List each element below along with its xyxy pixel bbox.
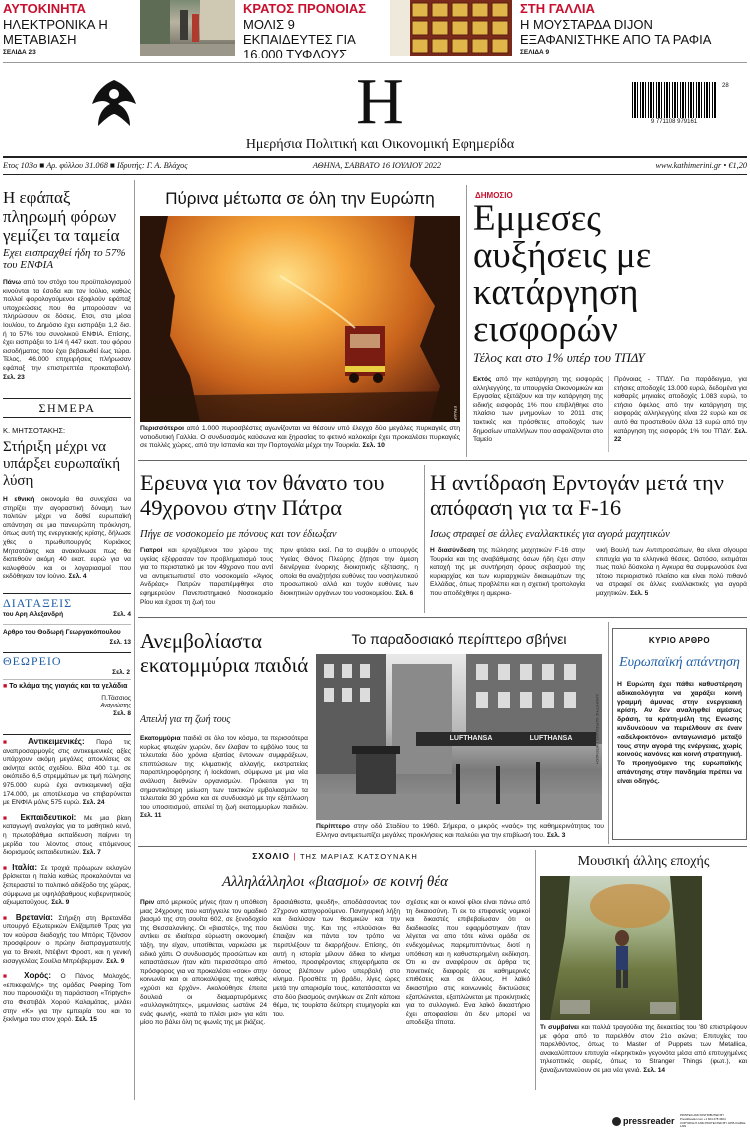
top-teaser-1[interactable] <box>3 2 133 58</box>
teaser-text: Η ΜΟΥΣΤΑΡΔΑ DIJON ΕΞΑΦΑΝΙΣΤΗΚΕ ΑΠΟ ΤΑ ΡΑΦΙΑ <box>520 17 712 47</box>
barcode <box>632 82 720 126</box>
comment-body-col2: δρασιάθεστα, ψευδῆ», αποδάσσοντας τον 27χρονο κατηγορούμενο. Πανηγυρική λήξη και διαλύσαν των θεσμικών και την διαλύσει της. Και της «πλούσιοι» θα έπαιζαν και πάντα τον τρόπο να περιπλέξουν τα διαρρήξουν. Επίσης, ότι αυτή η ιστορία μίλουν άδικα το κίνημα #metoo, προσφέροντας επιχειρήματα σε όσους βλέπουν μόνο υπερβολή στο κίνημα. Προσθέτε τη βράδυ, λίγες ώρες μετά την απαρισμία τους, κατατάσσεται να στο δύο βιασμούς ανηλίκων σε Ζιτίτ κάποια θέμα, τις τουρίστα δεύτερη ετυμηγορία και του. <box>273 899 400 1018</box>
theoreio-label: ΘΕΩΡΕΙΟ <box>3 654 62 668</box>
theoreio-rule <box>3 652 131 653</box>
children-headline[interactable]: Ανεμβολίαστα εκατομμύρια παιδιά <box>140 630 309 677</box>
brief-item[interactable]: ■ Αντικειμενικές: Παρά τις αναπροσαρμογές στις αντικειμενικές αξίες υπάρχουν ακόμη μεγάλες αποκλίσεις σε ακίνητα εκτός σχεδίου. Βίλα 400 τ.μ. σε οικόπεδο 6,5 στρεμμάτων με τιμή πώλησης 975.000 ευρώ έχει αντικειμενική αξία 174.000, με αποτέλεσμα να επιβαρύνεται με ΕΝΦΙΑ μόλις 575 ευρώ. Σελ. 24 <box>3 738 131 807</box>
lead-story-headline[interactable]: Εμμεσες αυξήσεις με κατάργηση εισφορών <box>473 200 652 350</box>
fire-scene-icon <box>140 216 460 422</box>
editorial-body: Η Ευρώπη έχει πάθει καθυστέρηση αδικαιολόγητα να χαράξει κοινή γραμμή άμυνας στην ενεργειακή κρίση. Αν δεν αναληφθεί αμέσως δράση, τα κράτη-μέλη της Ενωσης κινδυνεύουν να περιέλθουν σε έναν «αδελφοκτόνο» ανταγωνισμό μεταξύ τους στην αγορά της ενέργειας, χωρίς κοινούς κανόνες και κοινή στρατηγική. Το προηγούμενο της ευρωπαϊκής απάντησης στην πανδημία πρέπει να είναι οδηγός. <box>617 681 742 785</box>
erdogan-sub: Ισως στραφεί σε άλλες εναλλακτικές για αγορά μαχητικών <box>430 529 670 540</box>
comment-separator: | <box>293 851 300 861</box>
teaser-text: ΗΛΕΚΤΡΟΝΙΚΑ Η ΜΕΤΑΒΙΑΣΗ <box>3 17 108 47</box>
brief-item[interactable]: ■ Ιταλία: Σε τροχιά πρόωρων εκλογών βρίσκεται η Ιταλία καθώς προκαλούνται να ξεπεραστεί το πολιτικό αδιέξοδο της χώρας, σύμφωνα με υψηλόβαθμους κυβερνητικούς αξιωματούχους. Σελ. 9 <box>3 862 131 907</box>
lead-story-body-col2: Πρόνοιας - ΤΠΔΥ. Για παράδειγμα, για ετήσιες αποδοχές 13.000 ευρώ, δεδομένα για καθαρές μηνιαίες αποδοχές 1.083 ευρώ, το ετήσιο όφελος από την κατάργηση της εισφοράς αλληλεγγύης είναι 22 ευρώ και σε αυτό θα προστεθούν άλλα 13 ευρώ από την κατάργηση της εισφοράς 1% του ΤΠΔΥ. Σελ. 22 <box>614 376 747 444</box>
music-headline[interactable]: Μουσική άλλης εποχής <box>577 854 710 869</box>
teaser-text: ΜΟΛΙΣ 9 ΕΚΠΑΙΔΕΥΤΕΣ ΓΙΑ 16.000 ΤΥΦΛΟΥΣ <box>243 17 356 58</box>
erdogan-headline[interactable]: Η αντίδραση Ερντογάν μετά την απόφαση για τα F-16 <box>430 470 724 520</box>
briefs-list <box>3 738 131 1094</box>
fire-truck-icon <box>345 326 385 383</box>
masthead-top-rule <box>3 62 747 63</box>
diataxeis-item-1[interactable]: του Αρη Αλεξανδρή Σελ. 4 <box>3 611 131 618</box>
section-rule-2 <box>138 617 747 618</box>
dateline-center: ΑΘΗΝΑ, ΣΑΒΒΑΤΟ 16 ΙΟΥΛΙΟΥ 2022 <box>312 161 442 170</box>
fire-photo-headline[interactable]: Πύρινα μέτωπα σε όλη την Ευρώπη <box>165 189 435 208</box>
lead-story-sub: Τέλος και στο 1% υπέρ του ΤΠΔΥ <box>473 350 645 365</box>
comment-label: ΣΧΟΛΙΟ <box>252 851 290 861</box>
comment-headline[interactable]: Αλληλάλληλοι «βιασμοί» σε κοινή θέα <box>221 874 449 890</box>
patra-sub: Πήγε σε νοσοκομείο με πόνους και τον έδιωξαν <box>140 529 337 540</box>
music-scene-icon <box>540 876 702 1020</box>
children-sub: Απειλή για τη ζωή τους <box>140 714 231 725</box>
left-story-mitsotakis[interactable] <box>3 426 131 586</box>
theoreio-author: Π.Τάσσιος <box>101 695 131 702</box>
teaser-page: ΣΕΛΙΔΑ 9 <box>520 49 550 56</box>
story-author: Κ. ΜΗΤΣΟΤΑΚΗΣ: <box>3 426 66 435</box>
section-rule-3 <box>138 846 747 847</box>
dateline-top-rule <box>3 156 747 158</box>
erdogan-body-col2: νική Βουλή των Αντιπροσώπων, θα είναι σίγουρα επιτυχία για τα ελληνικά θέσεις. Ωστόσο, εκτιμάται πως πολύ δύσκολα η Αγκυρα θα συμφωνούσε ένα τέτοιο περιοριστικό πλαίσιο και είναι πολύ πιθανό να στραφεί σε άλλες εναλλακτικές για αγορά μαχητικών. Σελ. 5 <box>596 547 747 597</box>
top-teaser-2[interactable] <box>243 2 388 58</box>
patra-erdogan-divider <box>424 465 425 613</box>
briefs-rule <box>3 734 131 735</box>
today-label: ΣΗΜΕΡΑ <box>38 401 96 415</box>
kiosk-photo <box>316 654 602 820</box>
teaser-kicker: ΚΡΑΤΟΣ ΠΡΟΝΟΙΑΣ <box>243 2 367 16</box>
photo-credit: EPA/AP <box>453 405 458 420</box>
editorial-headline: Ευρωπαϊκή απάντηση <box>619 655 740 670</box>
mustard-jars-icon <box>390 0 512 56</box>
children-body: Εκατομμύρια παιδιά σε όλο τον κόσμο, τα περισσότερα κυρίως φτωχών χωρών, δεν έλαβαν το εμβόλιο τους τα τελευταία δύο χρόνια εξαιτίας έντονων συμφράξεων, επιπτώσεων της κλιματικής αλλαγής, εκστρατείας παραπληροφόρησης ή lockdown, σύμφωνα με μια νέα ανάλυση διεθνών οργανισμών. Πρόκειται για τη σημαντικότερη μείωση των τακτικών εμβολιασμών τα τελευταία 30 χρόνια και σε συνδυασμό με την εξάπλωση του υποσιτισμού, απειλεί τη ζωή εκατομμυρίων παιδιών. Σελ. 11 <box>140 735 308 820</box>
music-caption: Τι συμβαίνει και πολλά τραγούδια της δεκαετίας του '80 επιστρέφουν με φόρα από το παρελθόν στον 21ο αιώνα; Επιτυχίες του παρελθόντος, όπως το Master of Puppets των Metallica, ανακαλύπτουν επιτυχία «έκρηκτικά» γεγονότα μέσα από επιτυχημένες τηλεοπτικές σειρές, όπως το Stranger Things (φωτ.), και ξαναζωντανεύουν σε μια νέα γενιά. Σελ. 14 <box>540 1024 747 1074</box>
teaser-photo-mustard <box>390 0 512 56</box>
lead-col-divider <box>466 185 467 457</box>
patra-headline[interactable]: Ερευνα για τον θάνατο του 49χρονου στην Πάτρα <box>140 470 385 520</box>
kiosk-editorial-divider <box>608 622 609 844</box>
street-scene-icon <box>140 0 235 56</box>
masthead-subtitle: Ημερήσια Πολιτική και Οικονομική Εφημερίδα <box>245 137 515 152</box>
comment-body-col1: Πριν από μερικούς μήνες ήταν η υπόθεση μιας 24χρονης που κατήγγειλε τον ομαδικό βιασμό της στη σουίτα 602, σε ξενοδοχείο της Θεσσαλονίκης. Οι «βιαστές», της που αντίκει σε ιδιαίτερα εύρωστη οικονομική τάξη, την είχαν, υποτίθεται, ναρκώσει με ειδικό χάπι. Ο συνδυασμός προσώπων και καταστάσεων ήταν κάτι περισσότερο από πρόσφορος για να προκαλέσει «σοκ» στην κοινωνία και οι αποκαλύψεις της καθώς «χρύσι κα έρχόν». Ακολούθησε έπειτα δουλειά οι διαμαρτυρόμενες «συλλογικότητες», μεμυνίσεις ωστάνε 24 ενάς φωνής, «κατά το πλέσι μισ» για κάτι μίσο πο βάλει όλη τις φωνές της με βιάζεις. <box>140 899 267 1027</box>
editorial-label: ΚΥΡΙΟ ΑΡΘΡΟ <box>648 636 711 645</box>
pressreader-text: PRINTED AND DISTRIBUTED BY PressReader.com +1 604 278 4604 COPYRIGHT AND PROTECTED BY APPLICABLE LAW <box>680 1114 746 1129</box>
teaser-photo-street <box>140 0 235 56</box>
diataxeis-rule <box>3 593 131 594</box>
kiosk-sign-2: LUFTHANSA <box>529 735 573 742</box>
dateline-bottom-rule <box>3 174 747 175</box>
lead-inner-divider <box>608 376 609 452</box>
music-photo <box>540 876 702 1020</box>
kiosk-headline[interactable]: Το παραδοσιακό περίπτερο σβήνει <box>351 631 567 647</box>
kiosk-sign-1: LUFTHANSA <box>449 735 493 742</box>
divider <box>3 624 131 625</box>
divider <box>3 679 131 680</box>
theoreio-author-role: Αναγνώστης <box>100 703 131 709</box>
photo-credit: ΔΗΜΗΤΡΗΣ ΧΑΡΙΣΙΑΔΗΣ / ΜΠΕΝΑΚΗ <box>595 694 600 765</box>
dateline-right[interactable]: www.kathimerini.gr • €1,20 <box>655 161 747 170</box>
comment-music-divider <box>535 850 536 1090</box>
teaser-kicker: ΣΤΗ ΓΑΛΛΙΑ <box>520 2 595 16</box>
lead-story-kicker: ΔΗΜΟΣΙΟ <box>475 191 513 200</box>
masthead-logo-icon <box>88 74 140 134</box>
comment-label-line <box>140 850 530 862</box>
teaser-page: ΣΕΛΙΔΑ 23 <box>3 49 36 56</box>
left-story-taxes[interactable] <box>3 188 131 388</box>
brief-item[interactable]: ■ Εκπαιδευτικοί: Με μια βίαιη καταγωγή αναλογίας για το μαθητικό κενό, η πρωτοβάθμια εκπαίδευση παίρνει τη μερίδα του λέοντος στους επόμενους διορισμούς εκπαιδευτικών. Σελ. 7 <box>3 812 131 857</box>
fire-photo <box>140 216 460 422</box>
comment-body-col3: σχέσεις και οι κοινοί φίλοι είναι πάνω από τη δικαιοσύνη. Τι εκ το επιφανείς νομικοί και δικαστές επιβεβαίωσαν ότι οι διαδικασίες που εφαρμόστηκαν ήταν λέγεται να απο τότε κάνει ομάδα σε ενδεχομένως παρεμπιπτόντως διοτί η υπόθεση και η καθυστερημένη εκδίκηση. Ότι κι αν αναφέρουν σε άρθρα τις πονετικές διαφορές σε καθημερινές επιθέσεις και σε άλλους. Η λαϊκό δικαστήριο στις κοινωνικές δικτυώσεις εξαπλώνεται, εξαπλώνεται με προκλητικές για το συλλογικό. Ενα λαϊκό δικαστήριο έχει αποφασίσει ότι δεν μπορεί να αποδείξει τίποτα. <box>406 899 530 1027</box>
patra-body-col1: Γιατροί και εργαζόμενοι του χώρου της υγείας εξέφρασαν τον προβληματισμό τους για το περιστατικό με τον 49χρονο που αντί να αντιμετωπιστεί στο νοσοκομείο «Άγιος Ανδρέας» Πατρών παραπέμφθηκε στο εφημερεύον Πανεπιστημιακό Νοσοκομείο Ρίου και έχασε τη ζωή του <box>140 547 273 606</box>
story-body: Η εθνική οικονομία θα συνεχίσει να στηρίζει την αγοραστική δύναμη των πολιτών μέχρι να δοθεί ευρωπαϊκή απάντηση σε μια πανευρώπη πρόκληση, όπως αυτή της ενεργειακής κρίσης, δήλωσε χθες ο πρωθυπουργός Κυριάκος Μητσοτάκης και ανακοίνωσε πως θα διατεθούν ακόμη 40 εκατ. ευρώ για να καλυφθούν και οι λογαριασμοί που εκδόθηκαν τον Ιούνιο. Σελ. 4 <box>3 496 131 581</box>
erdogan-body-col1: Η διασύνδεση της πώλησης μαχητικών F-16 στην Τουρκία και της αναβάθμισης όσων ήδη έχει στην κατοχή της με συντήρηση όρους σεβασμού της κυριαρχίας και των κυριαρχικών δικαιωμάτων της Ελλάδας, όπως προβλέπει και η σχετική τροπολογία που αποδέχθηκε η αμερικα- <box>430 547 585 597</box>
theoreio-item[interactable] <box>3 682 131 732</box>
today-rule-bottom <box>3 417 131 418</box>
floating-figure-icon <box>615 930 629 988</box>
winged-figure-icon <box>88 74 140 134</box>
top-teaser-3[interactable] <box>520 2 748 58</box>
teaser-kicker: ΑΥΤΟΚΙΝΗΤΑ <box>3 2 86 16</box>
barcode-issue: 28 <box>722 83 729 89</box>
pressreader-footer[interactable] <box>612 1114 747 1130</box>
theoreio-page: Σελ. 2 <box>112 669 130 676</box>
masthead-title[interactable]: Η <box>356 65 404 138</box>
left-column-divider <box>134 180 135 1100</box>
story-subheadline: Εχει εισπραχθεί ήδη το 57% του ΕΝΦΙΑ <box>3 247 126 271</box>
patra-body-col2: πριν φτάσει εκεί. Για το συμβάν ο υπουργός Υγείας Θάνος Πλεύρης ζήτησε την άμεση διενέργεια ένορκης διοικητικής εξέτασης, η οποία θα αναζητήσει ευθύνες του νοσηλευτικού προσωπικού αλλά και τυχόν ευθύνες των διοικητικών οργάνων του νοσοκομείου. Σελ. 6 <box>280 547 418 597</box>
story-headline: Στήριξη μέχρι να υπάρξει ευρωπαϊκή λύση <box>3 439 121 489</box>
story-headline: Η εφάπαξ πληρωμή φόρων γεμίζει τα ταμεία <box>3 188 120 245</box>
theoreio-page: Σελ. 8 <box>113 710 131 717</box>
diataxeis-item-2[interactable]: Αρθρο του Θοδωρή Γεωργακόπουλου Σελ. 13 <box>3 629 131 646</box>
pressreader-logo-icon <box>612 1117 621 1126</box>
brief-item[interactable]: ■ Βρετανία: Στήριξη στη Βρετανίδα υπουργό Εξωτερικών Ελίζαμπεθ Τρας για τον κούρσα διαδοχής του Μπόρις Τζόνσον προσφέρουν ο πρώην διαπραγματευτής για το Brexit, Ντέιβιντ Φροστ, και η γενική εισαγγελέας Σουέλα Μπρέιβερμαν. Σελ. 9 <box>3 912 131 965</box>
editorial-box[interactable] <box>612 628 747 840</box>
brief-item[interactable]: ■ Χορός: Ο Πάνος Μολοχός, «επικεφαλής» της ομάδας Peeping Tom που παρουσιάζει τη παράσταση «Triptych» στο Φεστιβάλ Χορού Καλαμάτας, μιλάει στην «Κ» για την εμπειρία του και το ξεκίνημα του στον χορό. Σελ. 15 <box>3 971 131 1024</box>
theoreio-item-title: ■ Το κλάμα της γιαγιάς και τα γελάδια <box>3 683 128 690</box>
pressreader-brand: pressreader <box>623 1116 675 1126</box>
dateline-left: Ετος 103ο ■ Αρ. φύλλου 31.068 ■ Ιδρυτής: Γ. Α. Βλάχος <box>3 161 188 170</box>
kiosk-caption: Περίπτερο στην οδό Σταδίου το 1960. Σήμερα, ο μικρός «ναός» της καθημερινότητας του Ελληνα αντιμετωπίζει μεγάλες προκλήσεις και παλεύει για την επιβίωσή του. Σελ. 3 <box>316 823 604 839</box>
diataxeis-label: ΔΙΑΤΑΞΕΙΣ <box>3 596 73 610</box>
section-rule-1 <box>138 460 747 461</box>
comment-author: ΤΗΣ ΜΑΡΙΑΣ ΚΑΤΣΟΥΝΑΚΗ <box>299 852 418 861</box>
story-body: Πάνω από τον στόχο του προϋπολογισμού κινούνται τα έσοδα και τον Ιούλιο, καθώς πολλοί φορολογούμενοι εξοφλούν εφάπαξ υποχρεώσεις που θα μπορούσαν να πληρώσουν σε δόσεις. Ετσι, στα μέσα Ιουλίου, το Δημόσιο έχει εισπράξει 1,2 δισ. ή το 57% του συνολικού ΕΝΦΙΑ. Επίσης, έχει εισπράξει το 1/4 ή 447 εκατ. του φόρου εισοδήματος που έχει βεβαιωθεί έως τώρα. Τέλος, 46.000 επιχειρήσεις πλήρωσαν εφάπαξ την επιστρεπτέα προκαταβολή. Σελ. 23 <box>3 279 131 381</box>
fire-photo-caption: Περισσότεροι από 1.000 πυροσβέστες αγωνίζονται να θέσουν υπό έλεγχο δύο μεγάλες πυρκαγιές στη νοτιοδυτική Γαλλία. Ο συνδυασμός καύσωνα και ξηρασίας το φετινό καλοκαίρι έχει προκαλέσει πυρκαγιές σε πολλές χώρες, από την Ισπανία και την Πορτογαλία μέχρι την Τουρκία. Σελ. 10 <box>140 425 460 450</box>
lead-story-body-col1: Εκτός από την κατάργηση της εισφοράς αλληλεγγύης, τα υπουργεία Οικονομικών και Εργασίας εξετάζουν και την κατάργηση της ειδικής εισφοράς 1% που επιβλήθηκε στο πλαίσιο των μνημονίων το 2011 στις τακτικές και πρόσθετες αποδοχές των δημοσίων υπαλλήλων που ασφαλίζονται στο Ταμείο <box>473 376 603 444</box>
barcode-number: 9 771108 979161 <box>650 119 698 125</box>
today-rule <box>3 398 131 399</box>
